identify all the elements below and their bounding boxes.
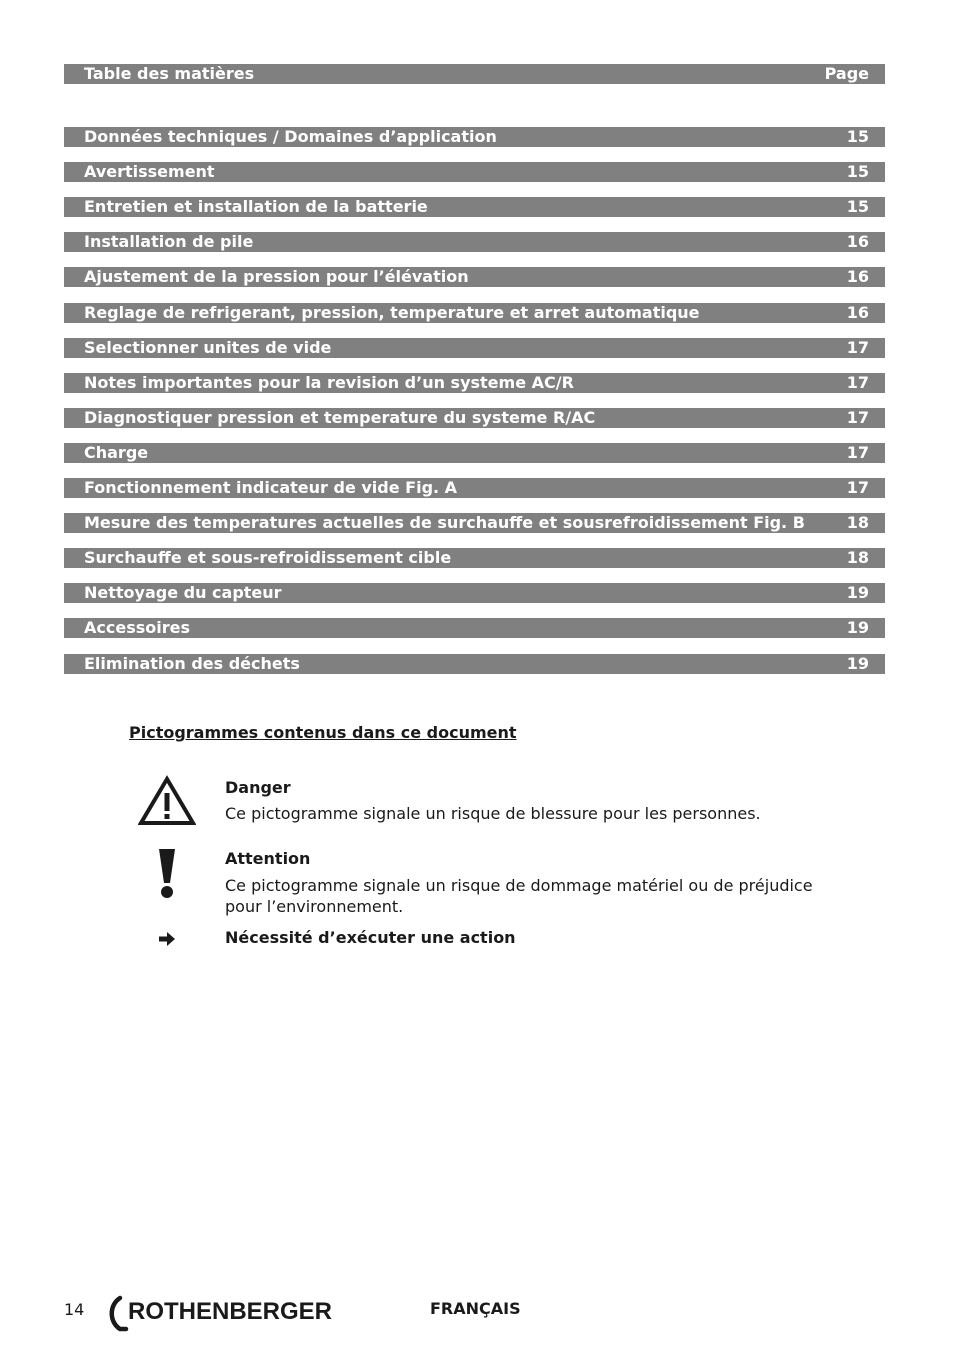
exclamation-icon <box>156 848 178 900</box>
toc-entry-label: Nettoyage du capteur <box>84 583 282 602</box>
rothenberger-logo <box>106 1294 351 1334</box>
toc-entry <box>64 478 885 498</box>
attention-description: Ce pictogramme signale un risque de dommage matériel ou de préjudice pour l’environnement. <box>225 876 813 916</box>
toc-entry <box>64 548 885 568</box>
toc-entry <box>64 654 885 674</box>
toc-entry-page: 16 <box>846 232 869 251</box>
toc-entry <box>64 232 885 252</box>
toc-title: Table des matières <box>84 64 255 83</box>
page-number: 14 <box>64 1300 85 1319</box>
toc-entry-label: Selectionner unites de vide <box>84 338 332 357</box>
toc-entry <box>64 303 885 323</box>
toc-entry <box>64 267 885 287</box>
toc-entry-label: Ajustement de la pression pour l’élévation <box>84 267 469 286</box>
toc-entry-page: 18 <box>846 548 869 567</box>
toc-entry-label: Avertissement <box>84 162 215 181</box>
toc-entry-page: 17 <box>846 373 869 392</box>
toc-entry <box>64 408 885 428</box>
toc-entry-label: Accessoires <box>84 618 190 637</box>
toc-entry-label: Diagnostiquer pression et temperature du systeme R/AC <box>84 408 596 427</box>
toc-entry-label: Charge <box>84 443 149 462</box>
toc-entry <box>64 618 885 638</box>
toc-entry <box>64 197 885 217</box>
toc-entry-page: 19 <box>846 618 869 637</box>
toc-entry-label: Surchauffe et sous-refroidissement cible <box>84 548 452 567</box>
toc-entry-label: Elimination des déchets <box>84 654 300 673</box>
brand-text: ROTHENBERGER <box>128 1298 333 1325</box>
toc-entry-page: 16 <box>846 267 869 286</box>
toc-entry-page: 17 <box>846 338 869 357</box>
toc-entry <box>64 127 885 147</box>
toc-entry-page: 16 <box>846 303 869 322</box>
toc-entry-label: Fonctionnement indicateur de vide Fig. A <box>84 478 458 497</box>
toc-entry-label: Installation de pile <box>84 232 254 251</box>
pictograms-heading: Pictogrammes contenus dans ce document <box>129 723 517 742</box>
toc-entry <box>64 513 885 533</box>
toc-entry-label: Entretien et installation de la batterie <box>84 197 428 216</box>
toc-entry-page: 17 <box>846 443 869 462</box>
toc-entry-label: Reglage de refrigerant, pression, temperature et arret automatique <box>84 303 700 322</box>
toc-entry-page: 17 <box>846 478 869 497</box>
toc-entry-page: 18 <box>846 513 869 532</box>
danger-title: Danger <box>225 778 291 797</box>
toc-entry-page: 15 <box>846 127 869 146</box>
toc-entry-page: 17 <box>846 408 869 427</box>
toc-entry-label: Données techniques / Domaines d’application <box>84 127 497 146</box>
toc-entry-page: 15 <box>846 197 869 216</box>
toc-entry <box>64 162 885 182</box>
footer-language: FRANÇAIS <box>430 1299 521 1318</box>
danger-description: Ce pictogramme signale un risque de blessure pour les personnes. <box>225 804 761 823</box>
toc-entry <box>64 443 885 463</box>
toc-entry-label: Mesure des temperatures actuelles de surchauffe et sousrefroidissement Fig. B <box>84 513 805 532</box>
toc-entry <box>64 373 885 393</box>
action-title: Nécessité d’exécuter une action <box>225 928 516 947</box>
toc-page-label: Page <box>824 64 869 83</box>
toc-entry-page: 19 <box>846 654 869 673</box>
warning-triangle-icon <box>138 775 196 827</box>
toc-entry-page: 15 <box>846 162 869 181</box>
toc-entry-page: 19 <box>846 583 869 602</box>
toc-entry-label: Notes importantes pour la revision d’un systeme AC/R <box>84 373 574 392</box>
arrow-right-icon <box>158 931 176 947</box>
toc-entry <box>64 583 885 603</box>
attention-title: Attention <box>225 849 311 868</box>
toc-entry <box>64 338 885 358</box>
